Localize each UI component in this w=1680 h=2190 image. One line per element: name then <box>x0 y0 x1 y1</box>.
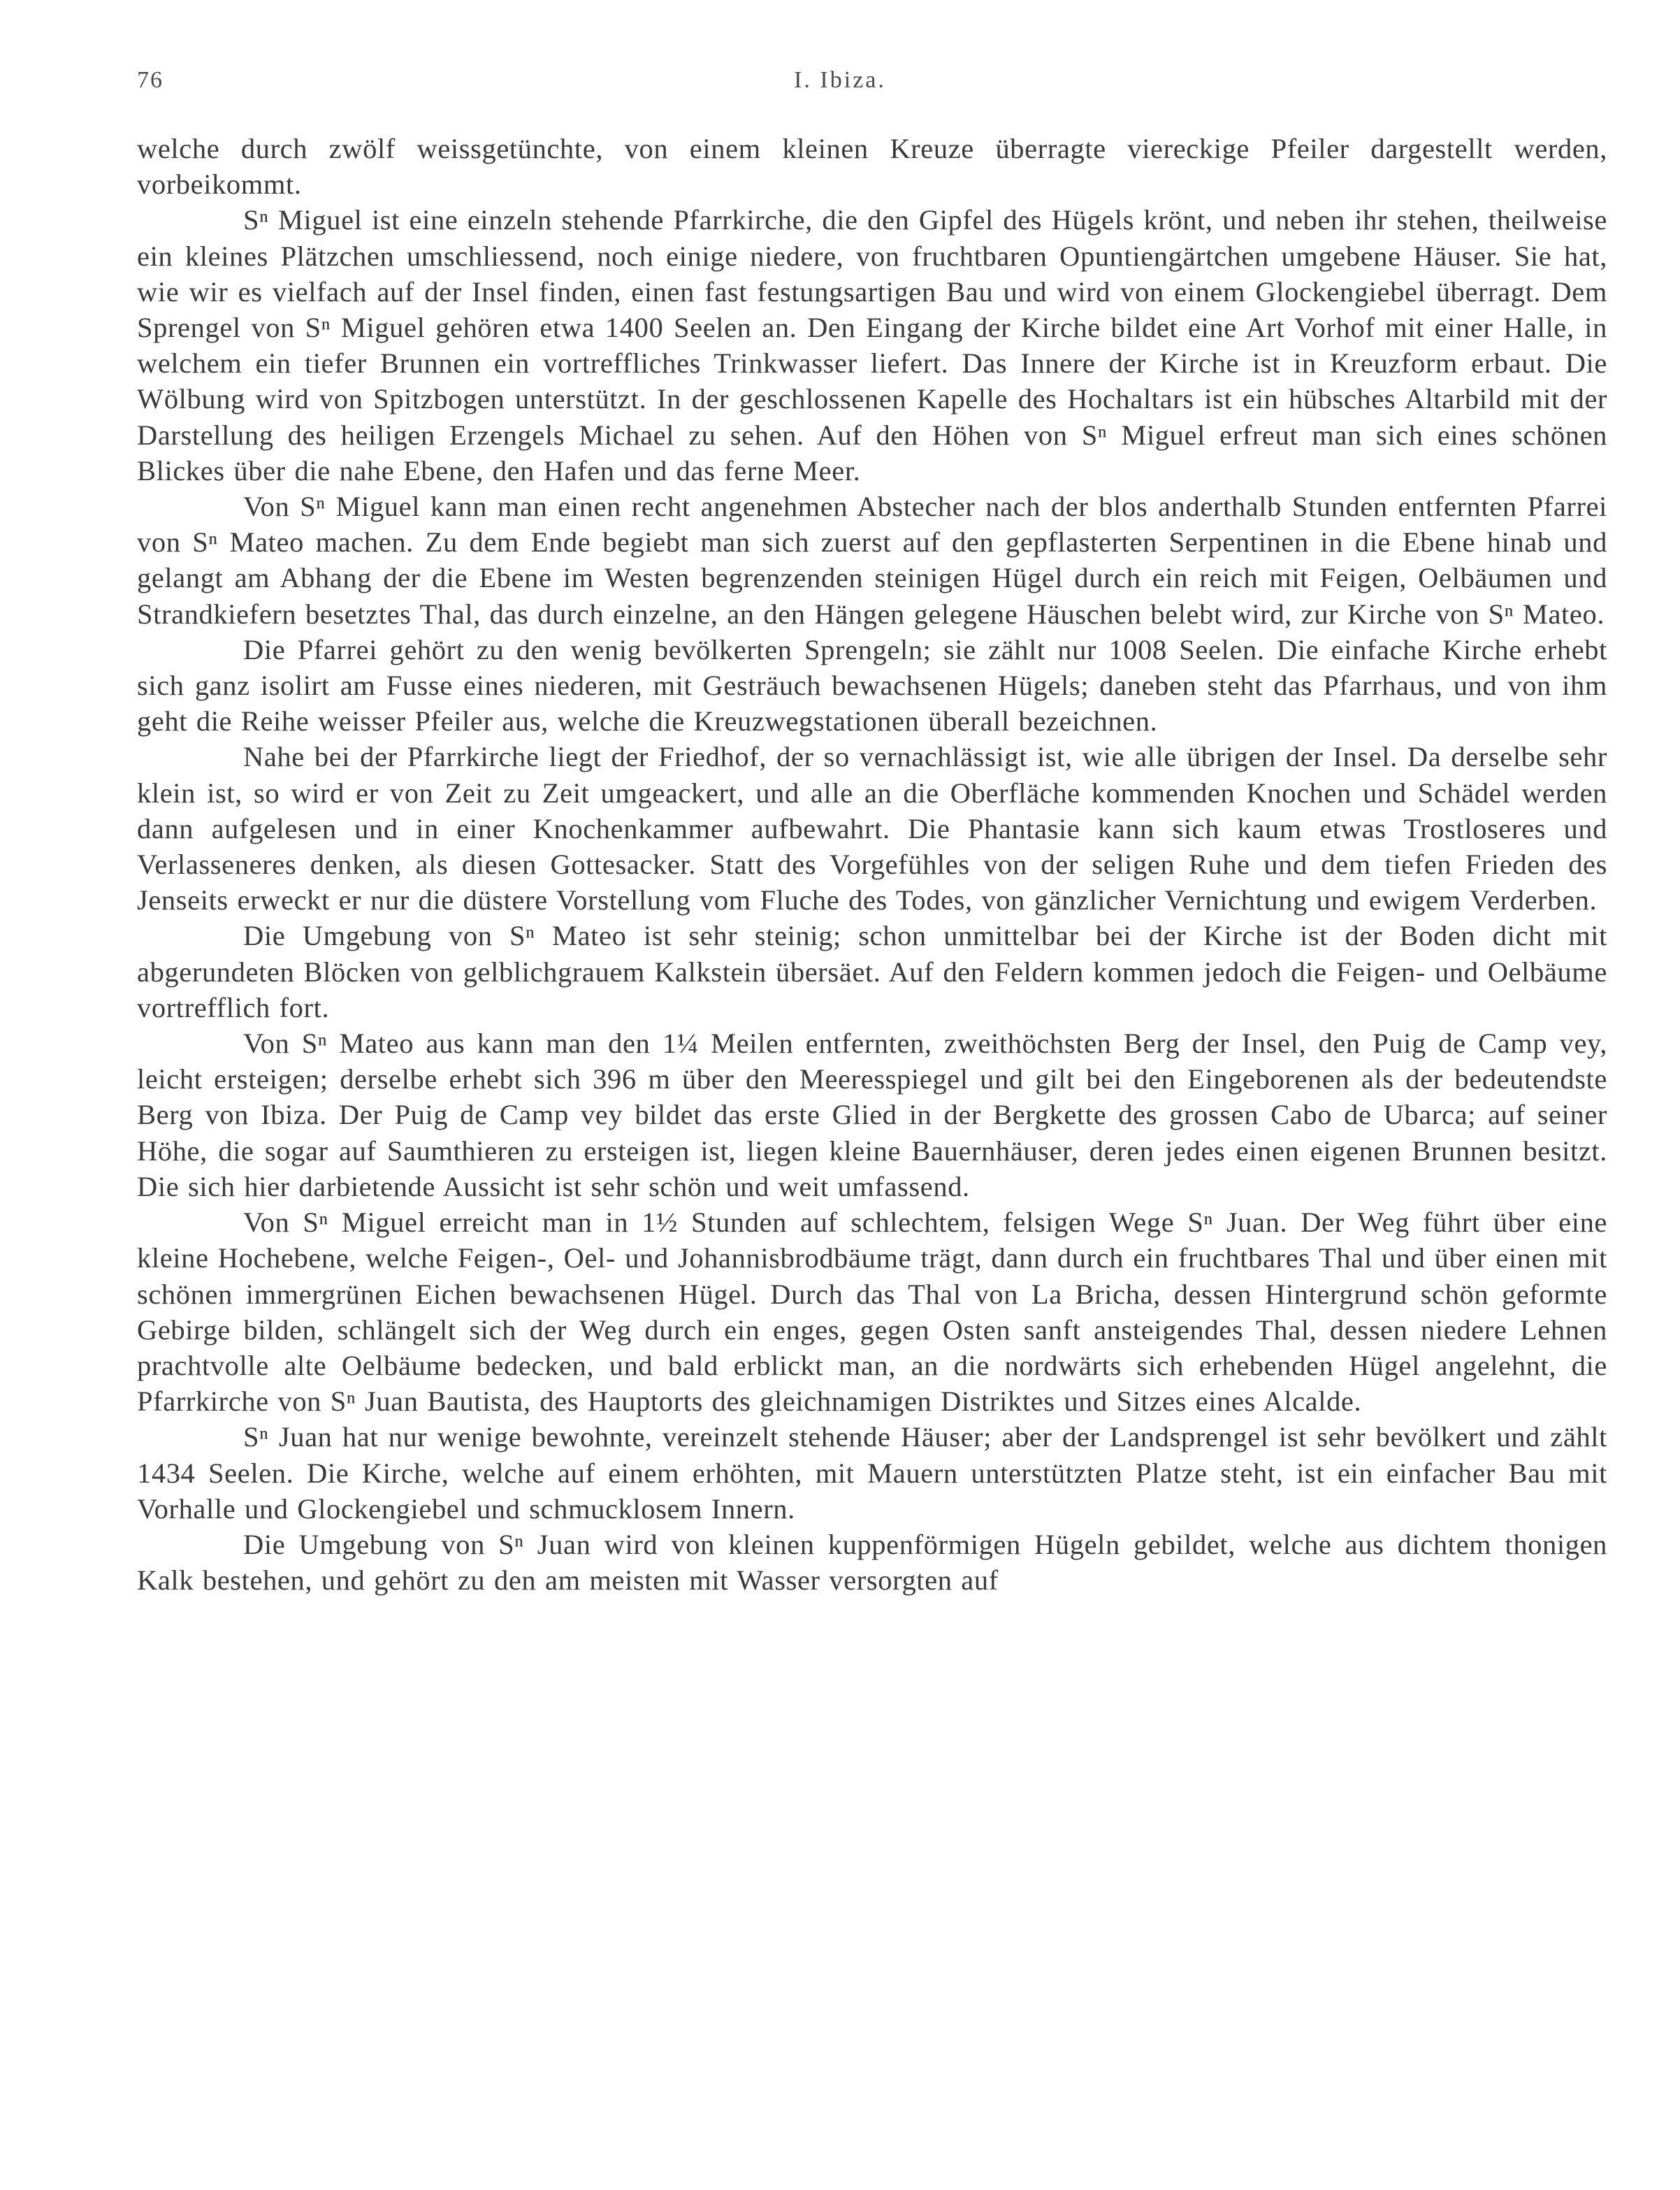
paragraph-surroundings-san-juan: Die Umgebung von Sⁿ Juan wird von kleinen kuppenförmigen Hügeln gebildet, welche aus dichtem thonigen Kalk bestehen, und gehört zu den am meisten mit Wasser versorgten auf <box>137 1528 1607 1597</box>
paragraph-parish-san-mateo: Die Pfarrei gehört zu den wenig bevölkerten Sprengeln; sie zählt nur 1008 Seelen. Die einfache Kirche erhebt sich ganz isolirt am Fusse eines niederen, mit Gesträuch bewachsenen Hügels; daneben steht das Pfarrhaus, und von ihm geht die Reihe weisser Pfeiler aus, welche die Kreuzwegstationen überall bezeichnen. <box>137 633 1607 737</box>
body-text <box>137 131 1607 1598</box>
page-number: 76 <box>137 67 164 93</box>
paragraph-puig-de-camp-vey: Von Sⁿ Mateo aus kann man den 1¼ Meilen entfernten, zweithöchsten Berg der Insel, den Puig de Camp vey, leicht ersteigen; derselbe erhebt sich 396 m über den Meeresspiegel und gilt bei den Eingeborenen als der bedeutendste Berg von Ibiza. Der Puig de Camp vey bildet das erste Glied in der Bergkette des grossen Cabo de Ubarca; auf seiner Höhe, die sogar auf Saumthieren zu ersteigen ist, liegen kleine Bauernhäuser, deren jedes einen eigenen Brunnen besitzt. Die sich hier darbietende Aussicht ist sehr schön und weit umfassend. <box>137 1028 1607 1202</box>
paragraph-route-san-juan: Von Sⁿ Miguel erreicht man in 1½ Stunden auf schlechtem, felsigen Wege Sⁿ Juan. Der Weg führt über eine kleine Hochebene, welche Feigen-, Oel- und Johannisbrodbäume trägt, dann durch ein fruchtbares Thal und über einen mit schönen immergrünen Eichen bewachsenen Hügel. Durch das Thal von La Bricha, dessen Hintergrund schön geformte Gebirge bilden, schlängelt sich der Weg durch ein enges, gegen Osten sanft ansteigendes Thal, dessen niedere Lehnen prachtvolle alte Oelbäume bedecken, und bald erblickt man, an die nordwärts sich erhebenden Hügel angelehnt, die Pfarrkirche von Sⁿ Juan Bautista, des Hauptorts des gleichnamigen Distriktes und Sitzes eines Alcalde. <box>137 1206 1607 1418</box>
paragraph-surroundings-san-mateo: Die Umgebung von Sⁿ Mateo ist sehr steinig; schon unmittelbar bei der Kirche ist der Boden dicht mit abgerundeten Blöcken von gelblichgrauem Kalkstein übersäet. Auf den Feldern kommen jedoch die Feigen- und Oelbäume vortrefflich fort. <box>137 920 1607 1023</box>
paragraph-excursion-san-mateo: Von Sⁿ Miguel kann man einen recht angenehmen Abstecher nach der blos anderthalb Stunden entfernten Pfarrei von Sⁿ Mateo machen. Zu dem Ende begiebt man sich zuerst auf den gepflasterten Serpentinen in die Ebene hinab und gelangt am Abhang der die Ebene im Westen begrenzenden steinigen Hügel durch ein reich mit Feigen, Oelbäumen und Strandkiefern besetztes Thal, das durch einzelne, an den Hängen gelegene Häuschen belebt wird, zur Kirche von Sⁿ Mateo. <box>137 491 1607 630</box>
paragraph-san-miguel-church: Sⁿ Miguel ist eine einzeln stehende Pfarrkirche, die den Gipfel des Hügels krönt, und neben ihr stehen, theilweise ein kleines Plätzchen umschliessend, noch einige niedere, von fruchtbaren Opuntiengärtchen umgebene Häuser. Sie hat, wie wir es vielfach auf der Insel finden, einen fast festungsartigen Bau und wird von einem Glockengiebel überragt. Dem Sprengel von Sⁿ Miguel gehören etwa 1400 Seelen an. Den Eingang der Kirche bildet eine Art Vorhof mit einer Halle, in welchem ein tiefer Brunnen ein vortreffliches Trinkwasser liefert. Das Innere der Kirche ist in Kreuzform erbaut. Die Wölbung wird von Spitzbogen unterstützt. In der geschlossenen Kapelle des Hochaltars ist ein hübsches Altarbild mit der Darstellung des heiligen Erzengels Michael zu sehen. Auf den Höhen von Sⁿ Miguel erfreut man sich eines schönen Blickes über die nahe Ebene, den Hafen und das ferne Meer. <box>137 204 1607 487</box>
running-title: I. Ibiza. <box>794 67 886 93</box>
paragraph-continuation: welche durch zwölf weissgetünchte, von einem kleinen Kreuze überragte viereckige Pfeiler dargestellt werden, vorbeikommt. <box>137 133 1607 201</box>
paragraph-san-juan-village: Sⁿ Juan hat nur wenige bewohnte, vereinzelt stehende Häuser; aber der Landsprengel ist sehr bevölkert und zählt 1434 Seelen. Die Kirche, welche auf einem erhöhten, mit Mauern unterstützten Platze steht, ist ein einfacher Bau mit Vorhalle und Glockengiebel und schmucklosem Innern. <box>137 1421 1607 1525</box>
paragraph-cemetery: Nahe bei der Pfarrkirche liegt der Friedhof, der so vernachlässigt ist, wie alle übrigen der Insel. Da derselbe sehr klein ist, so wird er von Zeit zu Zeit umgeackert, und alle an die Oberfläche kommenden Knochen und Schädel werden dann aufgelesen und in einer Knochenkammer aufbewahrt. Die Phantasie kann sich kaum etwas Trostloseres und Verlasseneres denken, als diesen Gottesacker. Statt des Vorgefühles von der seligen Ruhe und dem tiefen Frieden des Jenseits erweckt er nur die düstere Vorstellung vom Fluche des Todes, von gänzlicher Vernichtung und ewigem Verderben. <box>137 741 1607 916</box>
